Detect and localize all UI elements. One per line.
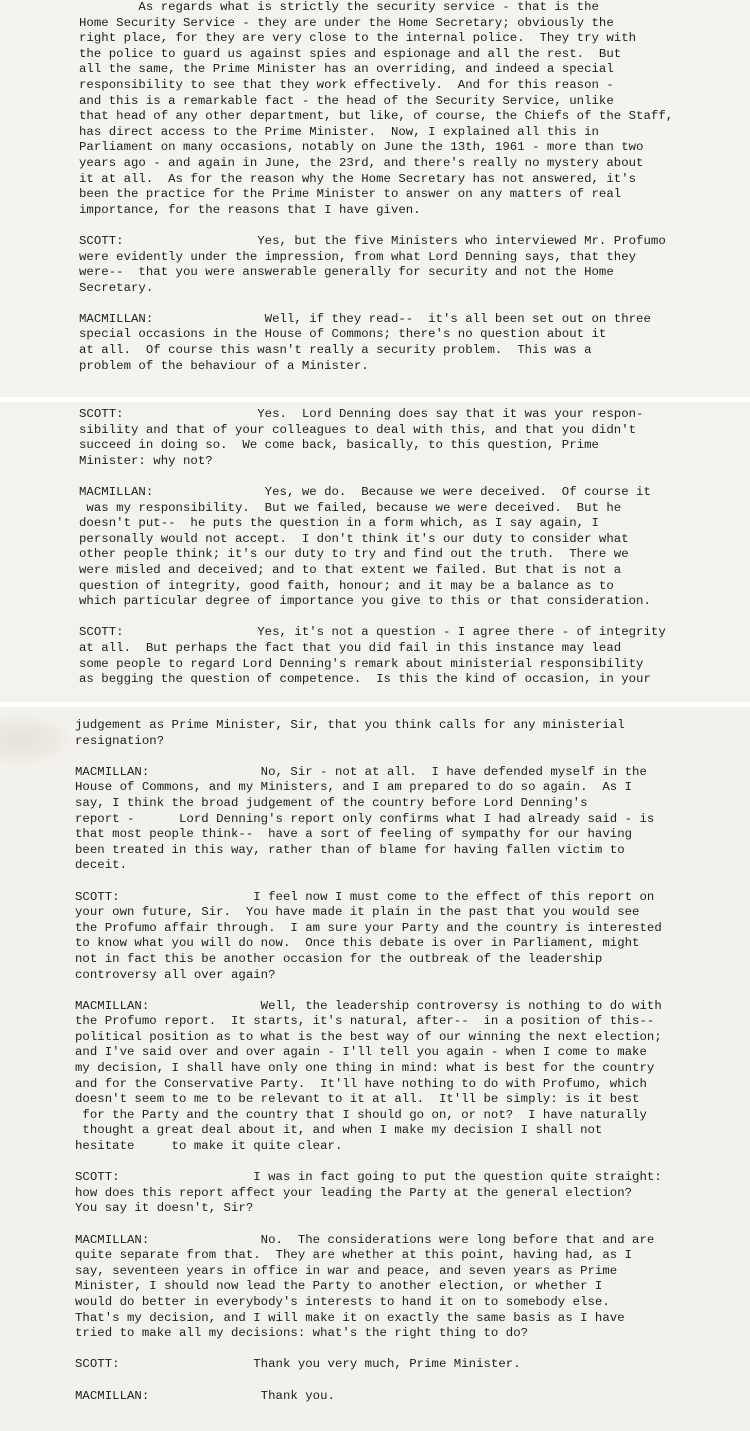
- text-line: MACMILLAN: Well, the leadership controversy is nothing to do with: [75, 998, 662, 1013]
- text-line: say, I think the broad judgement of the country before Lord Denning's: [75, 795, 588, 810]
- dialogue-turn-scott: [75, 1170, 675, 1217]
- text-line: and I've said over and over again - I'll tell you again - when I come to make: [75, 1045, 647, 1060]
- sheet-1-content: [79, 0, 679, 390]
- text-line: that most people think-- have a sort of feeling of sympathy for our having: [75, 827, 633, 842]
- dialogue-turn-scott: [75, 1357, 675, 1373]
- text-line: was my responsibility. But we failed, because we were deceived. But he: [79, 500, 622, 515]
- text-line: MACMILLAN: Well, if they read-- it's all been set out on three: [79, 311, 651, 326]
- text-line: at all. But perhaps the fact that you did fail in this instance may lead: [79, 640, 622, 655]
- text-line: not in fact this be another occasion for the outbreak of the leadership: [75, 951, 603, 966]
- dialogue-turn-macmillan: [75, 1389, 675, 1405]
- text-line: succeed in doing so. We come back, basically, to this question, Prime: [79, 438, 599, 453]
- text-line: the police to guard us against spies and espionage and all the rest. But: [79, 46, 622, 61]
- text-line: judgement as Prime Minister, Sir, that you think calls for any ministerial: [75, 718, 625, 732]
- text-line: and this is a remarkable fact - the head of the Security Service, unlike: [79, 93, 614, 108]
- text-line: at all. Of course this wasn't really a security problem. This was a: [79, 343, 592, 358]
- dialogue-turn-scott: [75, 890, 675, 984]
- dialogue-turn-macmillan: [75, 1233, 675, 1342]
- text-line: Minister: why not?: [79, 453, 213, 468]
- text-line: and for the Conservative Party. It'll have nothing to do with Profumo, which: [75, 1076, 647, 1091]
- text-line: been the practice for the Prime Minister to answer on any matters of real: [79, 187, 622, 202]
- text-line: were evidently under the impression, from what Lord Denning says, that they: [79, 249, 637, 264]
- transcript-sheet-1: [0, 0, 750, 397]
- text-line: SCOTT: Yes, it's not a question - I agree there - of integrity: [79, 625, 666, 640]
- text-line: doesn't seem to me to be relevant to it at all. It'll be simply: is it best: [75, 1092, 640, 1107]
- text-line: Minister, I should now lead the Party to another election, or whether I: [75, 1279, 603, 1294]
- text-line: House of Commons, and my Ministers, and I am prepared to do so again. As I: [75, 780, 633, 795]
- sheet-2-content: [79, 407, 679, 702]
- text-line: to know what you will do now. Once this debate is over in Parliament, might: [75, 936, 640, 951]
- text-line: as begging the question of competence. Is this the kind of occasion, in your: [79, 672, 651, 687]
- dialogue-turn-scott: [79, 234, 679, 296]
- text-line: controversy all over again?: [75, 967, 276, 982]
- text-line: That's my decision, and I will make it on exactly the same basis as I have: [75, 1310, 625, 1325]
- text-line: were-- that you were answerable generally for security and not the Home: [79, 265, 614, 280]
- text-line: years ago - and again in June, the 23rd, and there's really no mystery about: [79, 155, 644, 170]
- text-line: thought a great deal about it, and when I make my decision I shall not: [75, 1123, 603, 1138]
- continued-question: [75, 718, 675, 749]
- text-line: sibility and that of your colleagues to deal with this, and that you didn't: [79, 422, 637, 437]
- text-line: question of integrity, good faith, honour; and it may be a balance as to: [79, 578, 614, 593]
- text-line: As regards what is strictly the security service - that is the: [79, 0, 599, 14]
- paper-stain: [0, 715, 70, 765]
- text-line: responsibility to see that they work effectively. And for this reason -: [79, 77, 614, 92]
- text-line: importance, for the reasons that I have given.: [79, 202, 421, 217]
- text-line: has direct access to the Prime Minister. Now, I explained all this in: [79, 124, 599, 139]
- text-line: been treated in this way, rather than of blame for having fallen victim to: [75, 842, 625, 857]
- dialogue-turn-scott: [79, 407, 679, 469]
- dialogue-turn-macmillan: [79, 312, 679, 374]
- text-line: political position as to what is the best way of our winning the next election;: [75, 1029, 662, 1044]
- text-line: problem of the behaviour of a Minister.: [79, 358, 369, 373]
- text-line: MACMILLAN: No, Sir - not at all. I have defended myself in the: [75, 764, 647, 779]
- text-line: MACMILLAN: Yes, we do. Because we were deceived. Of course it: [79, 484, 651, 499]
- text-line: were misled and deceived; and to that extent we failed. But that is not a: [79, 562, 622, 577]
- text-line: all the same, the Prime Minister has an overriding, and indeed a special: [79, 62, 614, 77]
- text-line: for the Party and the country that I should go on, or not? I have naturally: [75, 1107, 647, 1122]
- text-line: SCOTT: I feel now I must come to the effect of this report on: [75, 889, 655, 904]
- text-line: SCOTT: Yes. Lord Denning does say that it was your respon-: [79, 407, 644, 421]
- text-line: that head of any other department, but like, of course, the Chiefs of the Staff,: [79, 109, 674, 124]
- text-line: other people think; it's our duty to try and find out the truth. There we: [79, 547, 629, 562]
- text-line: MACMILLAN: No. The considerations were long before that and are: [75, 1232, 655, 1247]
- text-line: your own future, Sir. You have made it plain in the past that you would see: [75, 905, 640, 920]
- text-line: personally would not accept. I don't think it's our duty to consider what: [79, 531, 629, 546]
- text-line: deceit.: [75, 858, 127, 873]
- text-line: Home Security Service - they are under the Home Secretary; obviously the: [79, 15, 614, 30]
- dialogue-turn-macmillan: [79, 485, 679, 610]
- text-line: my decision, I shall have only one thing in mind: what is best for the country: [75, 1061, 655, 1076]
- text-line: would do better in everybody's interests to hand it on to somebody else.: [75, 1294, 610, 1309]
- text-line: Secretary.: [79, 280, 154, 295]
- text-line: hesitate to make it quite clear.: [75, 1139, 343, 1154]
- transcript-sheet-2: [0, 402, 750, 702]
- text-line: MACMILLAN: Thank you.: [75, 1388, 335, 1403]
- text-line: doesn't put-- he puts the question in a form which, as I say again, I: [79, 516, 599, 531]
- dialogue-turn-scott: [79, 625, 679, 687]
- transcript-sheet-3: [0, 707, 750, 1431]
- text-line: some people to regard Lord Denning's remark about ministerial responsibility: [79, 656, 644, 671]
- text-line: You say it doesn't, Sir?: [75, 1201, 254, 1216]
- dialogue-turn-macmillan: [75, 999, 675, 1155]
- text-line: SCOTT: Thank you very much, Prime Minister.: [75, 1357, 521, 1372]
- sheet-3-content: [75, 718, 675, 1420]
- text-line: tried to make all my decisions: what's the right thing to do?: [75, 1326, 529, 1341]
- text-line: Parliament on many occasions, notably on June the 13th, 1961 - more than two: [79, 140, 644, 155]
- text-line: quite separate from that. They are whether at this point, having had, as I: [75, 1248, 633, 1263]
- text-line: the Profumo report. It starts, it's natural, after-- in a position of this--: [75, 1014, 655, 1029]
- text-line: how does this report affect your leading the Party at the general election?: [75, 1185, 633, 1200]
- text-line: SCOTT: Yes, but the five Ministers who interviewed Mr. Profumo: [79, 233, 666, 248]
- text-line: the Profumo affair through. I am sure your Party and the country is interested: [75, 920, 662, 935]
- text-line: say, seventeen years in office in war and peace, and seven years as Prime: [75, 1263, 618, 1278]
- text-line: special occasions in the House of Commons; there's no question about it: [79, 327, 607, 342]
- text-line: resignation?: [75, 733, 165, 748]
- text-line: right place, for they are very close to the internal police. They try with: [79, 31, 637, 46]
- text-line: it at all. As for the reason why the Home Secretary has not answered, it's: [79, 171, 637, 186]
- text-line: report - Lord Denning's report only confirms what I had already said - is: [75, 811, 655, 826]
- opening-paragraph: [79, 0, 679, 218]
- text-line: which particular degree of importance you give to this or that consideration.: [79, 594, 651, 609]
- dialogue-turn-macmillan: [75, 765, 675, 874]
- text-line: SCOTT: I was in fact going to put the question quite straight:: [75, 1170, 662, 1185]
